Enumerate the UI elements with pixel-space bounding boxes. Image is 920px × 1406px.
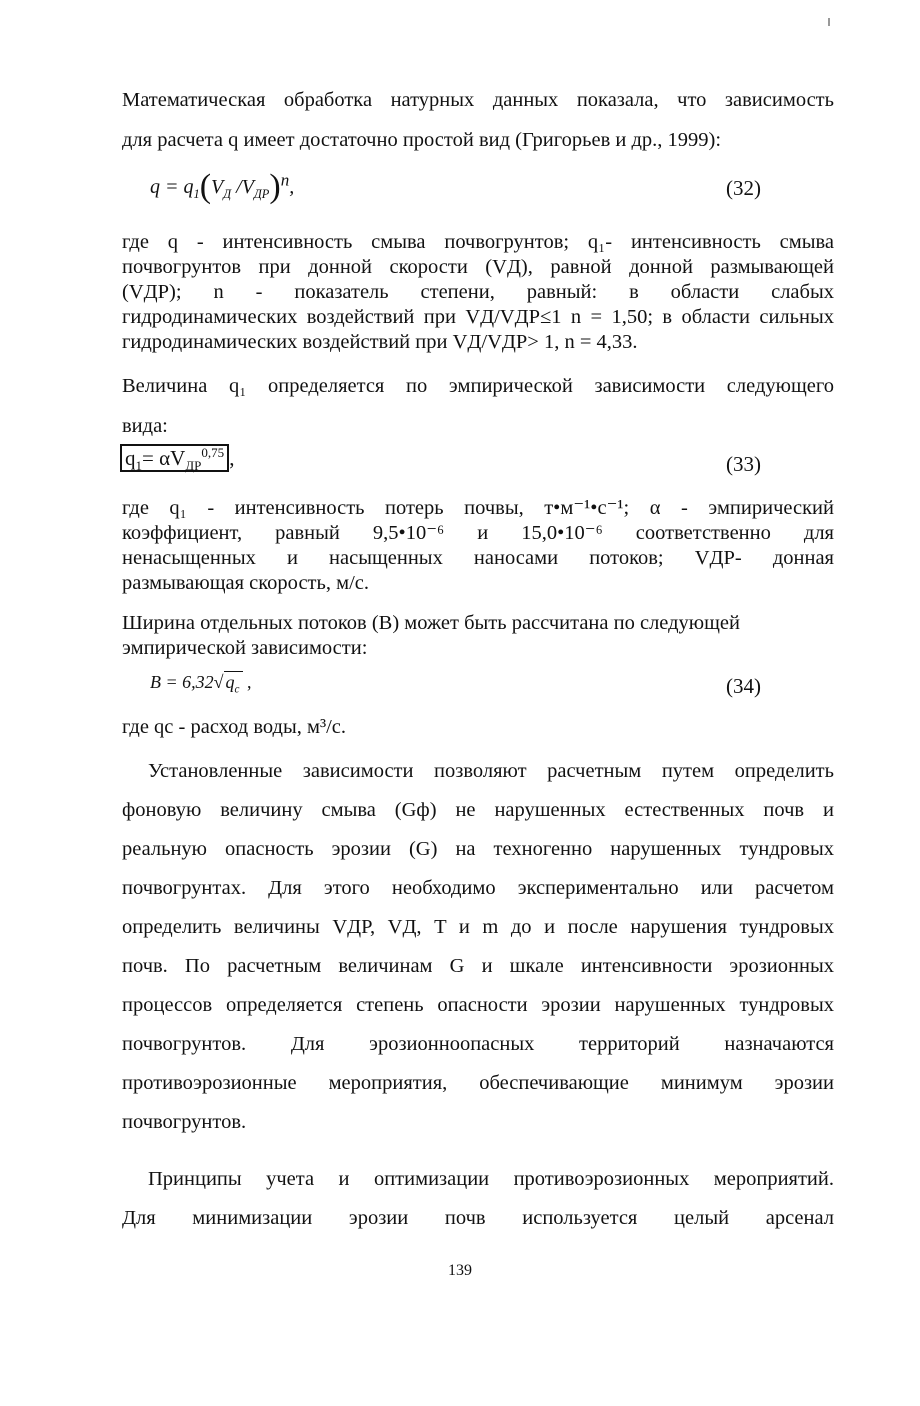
established-paragraph bbox=[122, 752, 834, 1142]
eq34-radicand bbox=[224, 671, 243, 696]
eq33-sub1: 1 bbox=[135, 458, 143, 474]
eq32-sub-dr: ДР bbox=[253, 187, 270, 201]
equation-34: B = 6,32√ $q_c$ , bbox=[150, 672, 252, 696]
width-paragraph bbox=[122, 611, 834, 661]
q1def-line-2: вида: bbox=[122, 415, 168, 437]
intro-line-1: Математическая обработка натурных данных показала, что зависимость bbox=[122, 89, 834, 111]
where34-line: где qс - расход воды, м³/с. bbox=[122, 716, 347, 738]
equation-33 bbox=[120, 445, 235, 474]
where32-line-2: почвогрунтов при донной скорости (VД), равной донной размывающей bbox=[122, 256, 834, 278]
eq32-sub1: 1 bbox=[193, 187, 200, 201]
where32-line-1: где q - интенсивность смыва почвогрунтов; q₁- интенсивность смыва bbox=[122, 231, 834, 253]
eq32-lhs: q = q bbox=[150, 176, 194, 198]
where33-line-1: где q₁ - интенсивность потерь почвы, т•м⁻¹•с⁻¹; α - эмпирический bbox=[122, 497, 834, 519]
where32-line-3: (VДР); n - показатель степени, равный: в области слабых bbox=[122, 281, 834, 303]
eq32-sub-d: Д bbox=[223, 187, 232, 201]
principles-paragraph bbox=[122, 1160, 834, 1238]
established-line-1: Установленные зависимости позволяют расчетным путем определить bbox=[148, 760, 834, 782]
eq32-exp: n bbox=[280, 170, 290, 190]
q1-definition bbox=[122, 366, 834, 446]
eq32-v1: V bbox=[211, 176, 224, 198]
eq32-slash: /V bbox=[231, 176, 254, 198]
eq33-box bbox=[120, 444, 229, 472]
established-line-8: почвогрунтов. Для эрозионноопасных территорий назначаются bbox=[122, 1033, 834, 1055]
equation-32-number: (32) bbox=[726, 176, 761, 200]
eq34-lhs: B = 6,32 bbox=[150, 672, 214, 692]
intro-line-2: для расчета q имеет достаточно простой вид (Григорьев и др., 1999): bbox=[122, 129, 722, 151]
eq33-sub-dr: ДР bbox=[185, 458, 202, 474]
eq33-q: q bbox=[125, 446, 136, 470]
established-line-3: реальную опасность эрозии (G) на техногенно нарушенных тундровых bbox=[122, 838, 834, 860]
where33-paragraph bbox=[122, 496, 834, 596]
principles-line-1: Принципы учета и оптимизации противоэрозионных мероприятий. bbox=[148, 1168, 834, 1190]
equation-32: $q = q_1(V_Д$ $/V_{ДР})^n$, bbox=[150, 168, 295, 205]
established-line-7: процессов определяется степень опасности эрозии нарушенных тундровых bbox=[122, 994, 834, 1016]
principles-line-2: Для минимизации эрозии почв используется целый арсенал bbox=[122, 1207, 834, 1229]
scan-mark bbox=[828, 18, 830, 26]
intro-paragraph bbox=[122, 80, 834, 160]
width-line-1: Ширина отдельных потоков (В) может быть рассчитана по следующей bbox=[122, 612, 740, 634]
established-line-9: противоэрозионные мероприятия, обеспечивающие минимум эрозии bbox=[122, 1072, 834, 1094]
where33-line-4: размывающая скорость, м/с. bbox=[122, 572, 369, 594]
eq34-rad: q bbox=[225, 672, 235, 692]
eq33-eq: = αV bbox=[142, 446, 186, 470]
where32-line-4: гидродинамических воздействий при VД/VДР≤1 n = 1,50; в области сильных bbox=[122, 306, 834, 328]
eq34-sub: c bbox=[234, 683, 240, 696]
width-line-2: эмпирической зависимости: bbox=[122, 637, 368, 659]
where32-line-5: гидродинамических воздействий при VД/VДР> 1, n = 4,33. bbox=[122, 331, 638, 353]
eq33-exp: 0,75 bbox=[201, 445, 225, 460]
established-line-6: почв. По расчетным величинам G и шкале интенсивности эрозионных bbox=[122, 955, 834, 977]
established-line-2: фоновую величину смыва (Gф) не нарушенных естественных почв и bbox=[122, 799, 834, 821]
page-number: 139 bbox=[448, 1262, 472, 1279]
where33-line-3: ненасыщенных и насыщенных наносами потоков; VДР- донная bbox=[122, 547, 834, 569]
equation-34-number: (34) bbox=[726, 674, 761, 698]
established-line-5: определить величины VДР, VД, T и m до и после нарушения тундровых bbox=[122, 916, 834, 938]
eq34-tail: , bbox=[242, 672, 252, 692]
eq32-tail: , bbox=[289, 176, 295, 198]
established-line-10: почвогрунтов. bbox=[122, 1111, 247, 1133]
equation-33-number: (33) bbox=[726, 452, 761, 476]
where33-line-2: коэффициент, равный 9,5•10⁻⁶ и 15,0•10⁻⁶ соответственно для bbox=[122, 522, 834, 544]
q1def-line-1: Величина q₁ определяется по эмпирической зависимости следующего bbox=[122, 375, 834, 397]
established-line-4: почвогрунтах. Для этого необходимо экспериментально или расчетом bbox=[122, 877, 834, 899]
eq33-tail: , bbox=[229, 446, 235, 470]
where32-paragraph bbox=[122, 230, 834, 355]
